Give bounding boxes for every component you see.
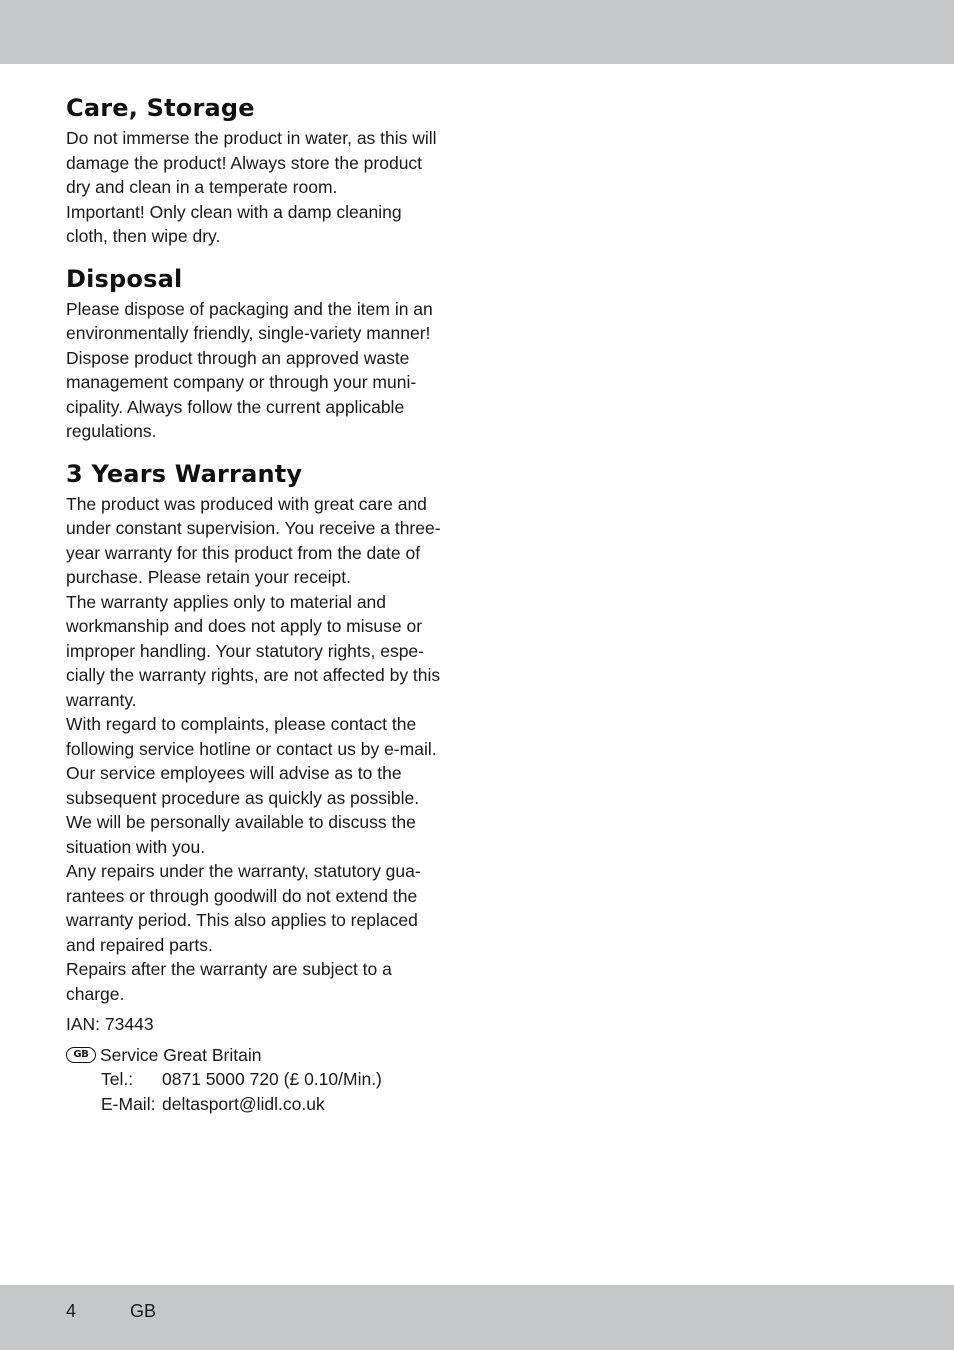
email-label: E-Mail: bbox=[101, 1093, 156, 1114]
warranty-section bbox=[66, 458, 454, 1007]
tel-value: 0871 5000 720 (£ 0.10/Min.) bbox=[162, 1069, 382, 1089]
gb-country-icon: GB bbox=[66, 1047, 96, 1063]
tel-label: Tel.: bbox=[101, 1069, 134, 1089]
warranty-text: The product was produced with great care and under constant supervision. You receive a three- year warranty for this product from the date of purchase. Please retain your receipt. The warranty applies only to material and workmanship and does not apply to misuse or improper handling. Your statutory rights, espe- cially the warranty rights, are not affected by this warranty. With regard to complaints, please contact the following service hotline or contact us by e-mail. Our service employees will advise as to the subsequent procedure as quickly as possible. We will be personally available to discuss the situation with you. Any repairs under the warranty, statutory gua- rantees or through goodwill do not extend the warranty period. This also applies to replaced and repaired parts. Repairs after the warranty are subject to a charge. bbox=[66, 493, 441, 1004]
disposal-heading: Disposal bbox=[66, 264, 183, 293]
email-value: deltasport@lidl.co.uk bbox=[162, 1093, 325, 1114]
page-content bbox=[66, 92, 454, 1116]
header-band bbox=[0, 0, 954, 64]
service-title-row bbox=[66, 1043, 454, 1068]
warranty-heading: 3 Years Warranty bbox=[66, 459, 303, 488]
footer-language: GB bbox=[130, 1301, 157, 1321]
care-storage-text: Do not immerse the product in water, as this will damage the product! Always store the product dry and clean in a temperate room. Important! Only clean with a damp cleaning cloth, then wipe dry. bbox=[66, 128, 437, 246]
service-title: Service Great Britain bbox=[100, 1044, 262, 1065]
disposal-section bbox=[66, 263, 454, 444]
disposal-text: Please dispose of packaging and the item in an environmentally friendly, single-variety manner! Dispose product through an approved waste management company or through your muni- cipality. Always follow the current applicable regulations. bbox=[66, 298, 433, 441]
care-storage-section bbox=[66, 92, 454, 249]
care-storage-heading: Care, Storage bbox=[66, 94, 255, 122]
page-number: 4 bbox=[66, 1301, 77, 1321]
service-contact bbox=[66, 1043, 454, 1117]
service-details bbox=[66, 1067, 454, 1116]
ian-number: IAN: 73443 bbox=[66, 1014, 154, 1034]
